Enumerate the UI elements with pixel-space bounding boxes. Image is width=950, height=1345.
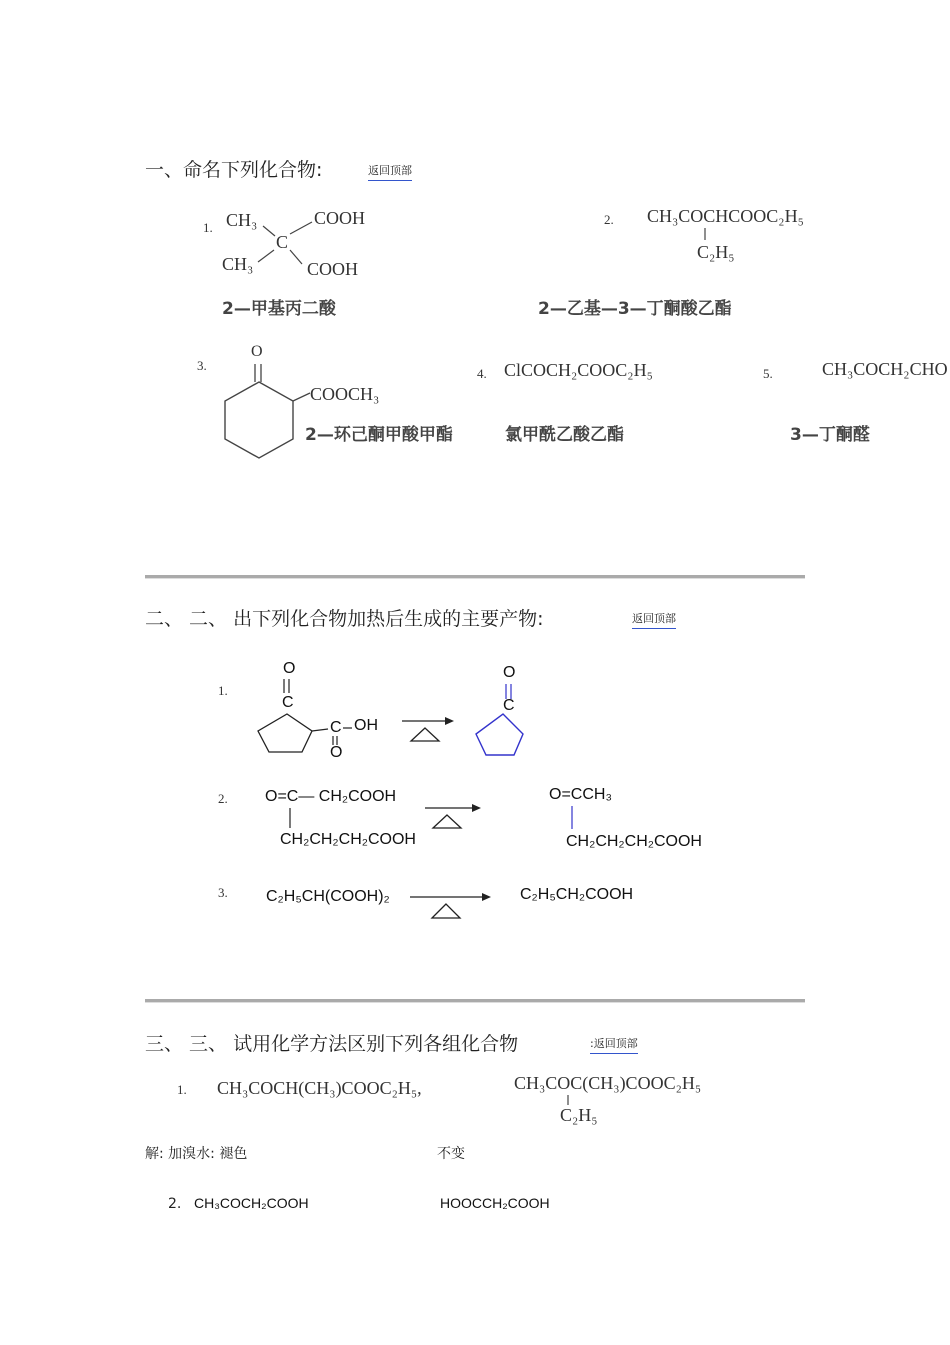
reactant-3: C₂H₅CH(COOH)₂ <box>266 888 390 905</box>
compound-3-2-right: HOOCCH₂COOH <box>440 1195 550 1211</box>
formula-5: CH₃COCH₂CHO <box>822 359 948 379</box>
section-3-heading: 三、 三、 试用化学方法区别下列各组化合物 <box>145 1033 519 1055</box>
back-to-top-link-1[interactable]: 返回顶部 <box>368 162 412 181</box>
ch3-bottom-label: CH₃ <box>222 254 254 274</box>
ring-carbon: C <box>282 694 294 711</box>
product-2-top: O=CCH₃ <box>549 786 612 803</box>
back-to-top-link-2[interactable]: 返回顶部 <box>632 610 676 629</box>
item-number: 2. <box>604 212 614 227</box>
compound-name-1: 2—甲基丙二酸 <box>222 299 336 319</box>
question-number: 1. <box>177 1082 187 1097</box>
cooh-top-label: COOH <box>314 208 366 228</box>
compound-3-1-right: CH₃COC(CH₃)COOC₂H₅ <box>514 1073 702 1093</box>
acid-carbon: C <box>330 719 342 736</box>
acid-oxygen: O <box>330 744 343 761</box>
reaction-number: 2. <box>218 791 228 806</box>
ketone-oxygen: O <box>283 660 296 677</box>
compound-3-1-right-substituent: C₂H₅ <box>560 1105 598 1125</box>
formula-4: ClCOCH₂COOC₂H₅ <box>504 360 653 380</box>
compound-3-2-left: CH₃COCH₂COOH <box>194 1195 309 1211</box>
formula-2: CH₃COCHCOOC₂H₅ <box>647 206 804 226</box>
product-carbon: C <box>503 697 515 714</box>
section-1-heading: 一、命名下列化合物: <box>145 159 323 181</box>
carbon-label: C <box>276 232 289 252</box>
substituent-2: C₂H₅ <box>697 242 735 262</box>
product-oxygen: O <box>503 664 516 681</box>
answer-unchanged: 不变 <box>437 1146 465 1162</box>
compound-3-1-left: CH₃COCH(CH₃)COOC₂H₅, <box>217 1078 422 1098</box>
product-3: C₂H₅CH₂COOH <box>520 886 634 903</box>
answer-text: 解: 加溴水: 褪色 <box>145 1146 248 1162</box>
compound-name-5: 3—丁酮醛 <box>790 425 870 445</box>
compound-name-3: 2—环己酮甲酸甲酯 <box>305 425 453 445</box>
question-number: 2. <box>168 1196 182 1212</box>
reaction-number: 1. <box>218 683 228 698</box>
reactant-2-bottom: CH₂CH₂CH₂COOH <box>280 831 416 848</box>
item-number: 4. <box>477 366 487 381</box>
product-2-bottom: CH₂CH₂CH₂COOH <box>566 833 702 850</box>
ch3-top-label: CH₃ <box>226 210 258 230</box>
item-number: 1. <box>203 220 213 235</box>
reaction-number: 3. <box>218 885 228 900</box>
cooh-bottom-label: COOH <box>307 259 359 279</box>
item-number: 3. <box>197 358 207 373</box>
compound-name-4: 氯甲酰乙酸乙酯 <box>505 425 624 445</box>
item-number: 5. <box>763 366 773 381</box>
carbonyl-oxygen: O <box>251 343 263 360</box>
reactant-2-top: O=C— CH₂COOH <box>265 788 397 805</box>
back-to-top-link-3[interactable]: :返回顶部 <box>590 1035 638 1054</box>
hydroxyl-label: OH <box>354 717 378 734</box>
ester-substituent-3: COOCH₃ <box>310 384 380 404</box>
section-2-heading: 二、 二、 出下列化合物加热后生成的主要产物: <box>145 608 544 630</box>
compound-name-2: 2—乙基—3—丁酮酸乙酯 <box>538 299 732 319</box>
